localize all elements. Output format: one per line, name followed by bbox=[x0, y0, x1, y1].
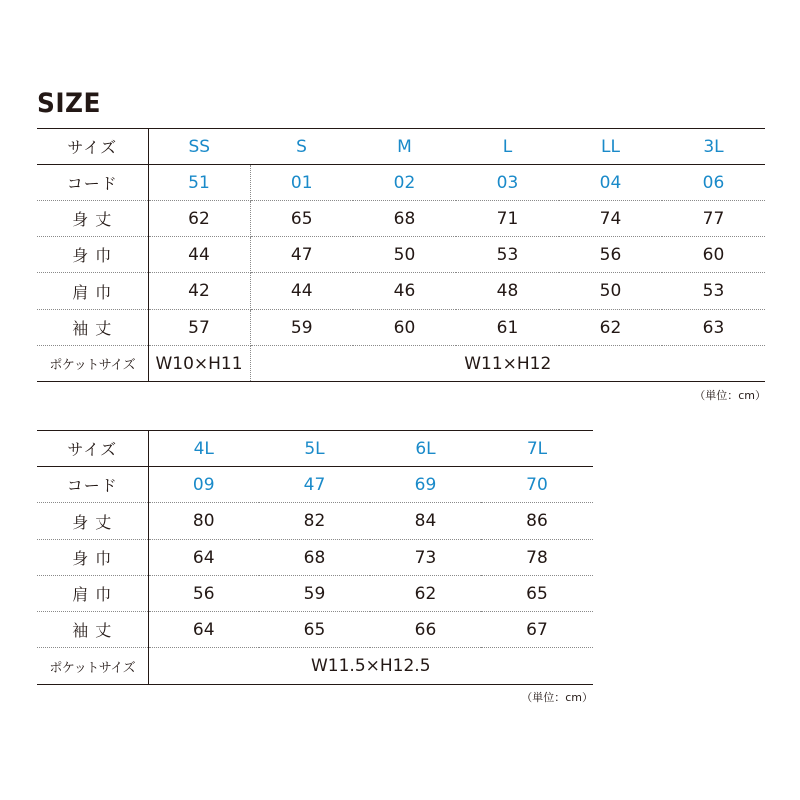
page-title: SIZE bbox=[37, 88, 101, 119]
value-cell: 65 bbox=[259, 612, 370, 648]
value-cell: 77 bbox=[662, 201, 765, 237]
value-cell: 53 bbox=[456, 237, 559, 273]
size-label: サイズ bbox=[37, 129, 148, 165]
value-cell: 53 bbox=[662, 273, 765, 310]
value-cell: 73 bbox=[370, 540, 481, 576]
body-length-label: 身 丈 bbox=[37, 503, 148, 540]
value-cell: 67 bbox=[481, 612, 593, 648]
pocket-label: ポケットサイズ bbox=[37, 346, 148, 382]
code-cell: 09 bbox=[148, 467, 259, 503]
sleeve-label: 袖 丈 bbox=[37, 612, 148, 648]
value-cell: 44 bbox=[148, 237, 250, 273]
table-row bbox=[37, 503, 593, 540]
value-cell: 71 bbox=[456, 201, 559, 237]
body-length-label: 身 丈 bbox=[37, 201, 148, 237]
table-row bbox=[37, 273, 765, 310]
code-cell: 01 bbox=[250, 165, 353, 201]
value-cell: 78 bbox=[481, 540, 593, 576]
pocket-cell: W10×H11 bbox=[148, 346, 250, 382]
table-row bbox=[37, 129, 765, 165]
value-cell: 60 bbox=[662, 237, 765, 273]
value-cell: 62 bbox=[559, 310, 662, 346]
pocket-cell: W11.5×H12.5 bbox=[148, 648, 593, 685]
code-cell: 70 bbox=[481, 467, 593, 503]
value-cell: 47 bbox=[250, 237, 353, 273]
value-cell: 63 bbox=[662, 310, 765, 346]
table-row bbox=[37, 346, 765, 382]
table-row bbox=[37, 612, 593, 648]
pocket-label: ポケットサイズ bbox=[37, 648, 148, 685]
unit-note: （単位：cm） bbox=[521, 691, 593, 704]
size-cell: SS bbox=[148, 129, 250, 165]
value-cell: 59 bbox=[250, 310, 353, 346]
value-cell: 66 bbox=[370, 612, 481, 648]
body-width-label: 身 巾 bbox=[37, 237, 148, 273]
code-cell: 06 bbox=[662, 165, 765, 201]
value-cell: 60 bbox=[353, 310, 456, 346]
value-cell: 50 bbox=[353, 237, 456, 273]
value-cell: 56 bbox=[148, 576, 259, 612]
size-label: サイズ bbox=[37, 431, 148, 467]
table-row bbox=[37, 576, 593, 612]
size-table-1 bbox=[37, 128, 765, 382]
table-row bbox=[37, 165, 765, 201]
value-cell: 42 bbox=[148, 273, 250, 310]
value-cell: 65 bbox=[481, 576, 593, 612]
pocket-cell: W11×H12 bbox=[250, 346, 765, 382]
size-cell: 7L bbox=[481, 431, 593, 467]
size-cell: L bbox=[456, 129, 559, 165]
code-cell: 51 bbox=[148, 165, 250, 201]
size-cell: LL bbox=[559, 129, 662, 165]
value-cell: 64 bbox=[148, 540, 259, 576]
size-cell: 3L bbox=[662, 129, 765, 165]
size-cell: S bbox=[250, 129, 353, 165]
value-cell: 68 bbox=[353, 201, 456, 237]
code-cell: 47 bbox=[259, 467, 370, 503]
value-cell: 84 bbox=[370, 503, 481, 540]
value-cell: 50 bbox=[559, 273, 662, 310]
value-cell: 65 bbox=[250, 201, 353, 237]
value-cell: 86 bbox=[481, 503, 593, 540]
value-cell: 64 bbox=[148, 612, 259, 648]
code-cell: 03 bbox=[456, 165, 559, 201]
value-cell: 48 bbox=[456, 273, 559, 310]
value-cell: 61 bbox=[456, 310, 559, 346]
table-row bbox=[37, 201, 765, 237]
code-cell: 69 bbox=[370, 467, 481, 503]
table-row bbox=[37, 237, 765, 273]
value-cell: 74 bbox=[559, 201, 662, 237]
value-cell: 82 bbox=[259, 503, 370, 540]
value-cell: 62 bbox=[148, 201, 250, 237]
size-table-2 bbox=[37, 430, 593, 685]
shoulder-label: 肩 巾 bbox=[37, 576, 148, 612]
table-row bbox=[37, 310, 765, 346]
size-cell: 5L bbox=[259, 431, 370, 467]
table-row bbox=[37, 467, 593, 503]
code-label: コード bbox=[37, 467, 148, 503]
table-row bbox=[37, 431, 593, 467]
table-row bbox=[37, 540, 593, 576]
table-row bbox=[37, 648, 593, 685]
value-cell: 44 bbox=[250, 273, 353, 310]
value-cell: 46 bbox=[353, 273, 456, 310]
sleeve-label: 袖 丈 bbox=[37, 310, 148, 346]
value-cell: 57 bbox=[148, 310, 250, 346]
value-cell: 59 bbox=[259, 576, 370, 612]
body-width-label: 身 巾 bbox=[37, 540, 148, 576]
value-cell: 56 bbox=[559, 237, 662, 273]
size-cell: 6L bbox=[370, 431, 481, 467]
code-label: コード bbox=[37, 165, 148, 201]
value-cell: 80 bbox=[148, 503, 259, 540]
code-cell: 04 bbox=[559, 165, 662, 201]
shoulder-label: 肩 巾 bbox=[37, 273, 148, 310]
value-cell: 68 bbox=[259, 540, 370, 576]
code-cell: 02 bbox=[353, 165, 456, 201]
size-cell: M bbox=[353, 129, 456, 165]
unit-note: （単位：cm） bbox=[694, 389, 766, 402]
size-cell: 4L bbox=[148, 431, 259, 467]
value-cell: 62 bbox=[370, 576, 481, 612]
